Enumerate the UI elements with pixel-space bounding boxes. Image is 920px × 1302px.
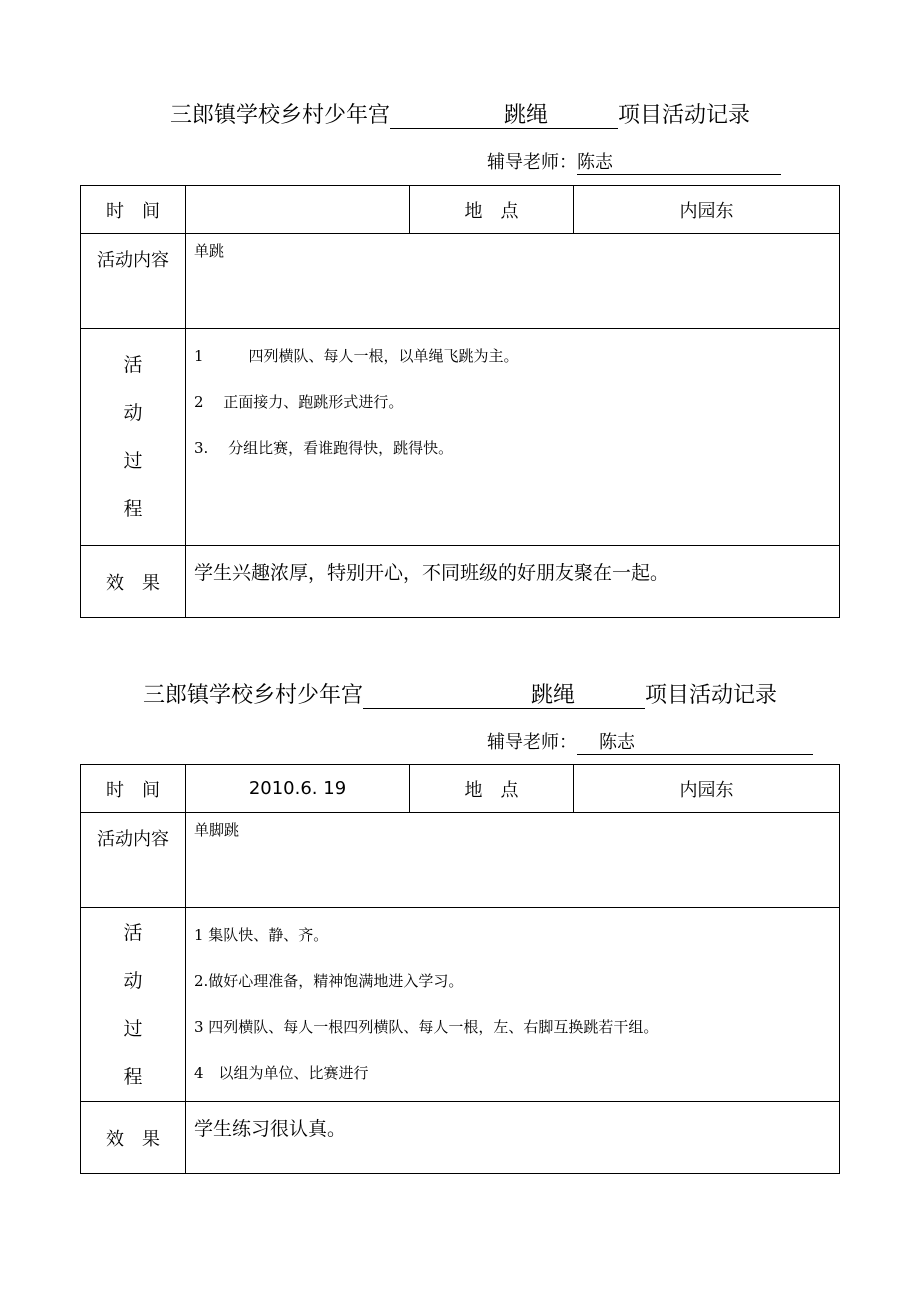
process-label-char: 过 bbox=[123, 1017, 143, 1040]
project-name: 跳绳 bbox=[503, 103, 548, 128]
process-label-char: 过 bbox=[123, 450, 143, 472]
process-step: 3 四列横队、每人一根四列横队、每人一根，左、右脚互换跳若干组。 bbox=[194, 1018, 659, 1036]
time-row bbox=[81, 765, 840, 813]
place-label: 地 点 bbox=[410, 765, 574, 813]
record-title bbox=[0, 98, 920, 129]
process-step: 2 正面接力、跑跳形式进行。 bbox=[194, 393, 404, 411]
effect-label: 效 果 bbox=[81, 1102, 186, 1174]
record-title bbox=[0, 678, 920, 709]
project-name-underline bbox=[390, 103, 618, 129]
content-value: 单跳 bbox=[186, 234, 840, 329]
time-value bbox=[186, 186, 410, 234]
place-value: 内园东 bbox=[574, 186, 840, 234]
process-label-char: 活 bbox=[123, 921, 143, 944]
title-suffix: 项目活动记录 bbox=[645, 683, 778, 708]
record-table bbox=[80, 185, 840, 618]
process-step: 3. 分组比赛，看谁跑得快，跳得快。 bbox=[194, 439, 454, 457]
project-name: 跳绳 bbox=[530, 683, 575, 708]
teacher-name: 陈志 bbox=[599, 732, 635, 753]
process-label-char: 动 bbox=[123, 969, 143, 992]
teacher-name-underline bbox=[577, 733, 813, 755]
process-label-char: 程 bbox=[123, 498, 143, 520]
title-prefix: 三郎镇学校乡村少年宫 bbox=[142, 683, 363, 708]
content-row bbox=[81, 234, 840, 329]
teacher-line bbox=[487, 728, 813, 755]
record-table bbox=[80, 764, 840, 1174]
process-step: 2.做好心理准备，精神饱满地进入学习。 bbox=[194, 972, 464, 990]
teacher-label: 辅导老师： bbox=[487, 152, 577, 173]
time-row bbox=[81, 186, 840, 234]
effect-value: 学生练习很认真。 bbox=[186, 1102, 840, 1174]
process-label-char: 程 bbox=[123, 1065, 143, 1088]
place-label: 地 点 bbox=[410, 186, 574, 234]
process-label-char: 动 bbox=[123, 402, 143, 424]
process-steps bbox=[186, 329, 840, 546]
process-row bbox=[81, 908, 840, 1102]
time-label: 时 间 bbox=[81, 765, 186, 813]
teacher-line bbox=[487, 148, 781, 175]
teacher-label: 辅导老师： bbox=[487, 732, 577, 753]
content-value: 单脚跳 bbox=[186, 813, 840, 908]
effect-row bbox=[81, 1102, 840, 1174]
content-row bbox=[81, 813, 840, 908]
process-label bbox=[81, 908, 186, 1102]
content-label: 活动内容 bbox=[81, 813, 186, 908]
project-name-underline bbox=[363, 683, 645, 709]
process-row bbox=[81, 329, 840, 546]
process-steps bbox=[186, 908, 840, 1102]
effect-label: 效 果 bbox=[81, 546, 186, 618]
process-step: 1 集队快、静、齐。 bbox=[194, 926, 329, 944]
effect-value: 学生兴趣浓厚，特别开心，不同班级的好朋友聚在一起。 bbox=[186, 546, 840, 618]
place-value: 内园东 bbox=[574, 765, 840, 813]
title-prefix: 三郎镇学校乡村少年宫 bbox=[169, 103, 390, 128]
process-step: 4 以组为单位、比赛进行 bbox=[194, 1064, 369, 1082]
process-label-char: 活 bbox=[123, 354, 143, 376]
time-value: 2010.6. 19 bbox=[186, 765, 410, 813]
effect-row bbox=[81, 546, 840, 618]
process-label bbox=[81, 329, 186, 546]
content-label: 活动内容 bbox=[81, 234, 186, 329]
teacher-name: 陈志 bbox=[577, 153, 781, 175]
process-step: 1 四列横队、每人一根，以单绳飞跳为主。 bbox=[194, 347, 519, 365]
time-label: 时 间 bbox=[81, 186, 186, 234]
title-suffix: 项目活动记录 bbox=[618, 103, 751, 128]
